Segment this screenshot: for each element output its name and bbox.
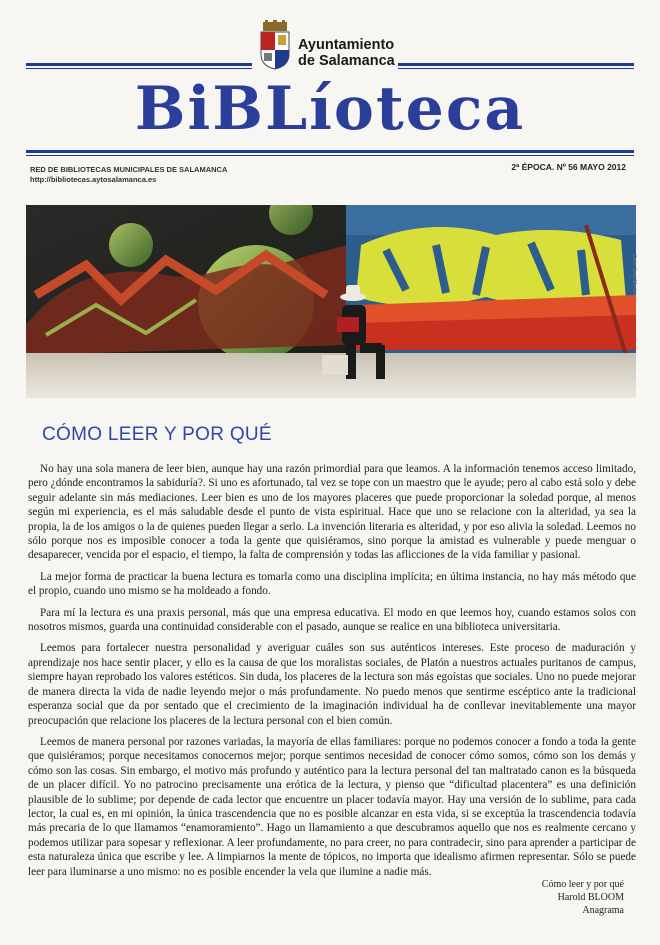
article-paragraph: No hay una sola manera de leer bien, aunque hay una razón primordial para que leamos. A la información tenemos acceso limitado, pero ¿dónde encontramos la sabiduría?. Si uno es afortunado, tal vez se tope con un maestro que le ayude; pero al cabo está solo y debe seguir adelante sin más mediaciones. Leer bien es uno de los mayores placeres que puede proporcionar la soledad porque, al menos según mi experiencia, es el más saludable desde el punto de vista espiritual. Hace que uno se relacione con la alteridad, ya sea la propia, la de los amigos o la de quienes pueden llegar a serlo. La invención literaria es alteridad, y por eso alivia la soledad. Leemos no sólo porque nos es imposible conocer a toda la gente que quisiéramos, sino porque la amistad es vulnerable y puede menguar o desaparecer, vencida por el espacio, el tiempo, la falta de comprensión y todas las aflicciones de la vida familiar y pasional. <box>28 463 636 562</box>
network-name: RED DE BIBLIOTECAS MUNICIPALES DE SALAMANCA <box>30 165 228 174</box>
cover-photo <box>26 205 636 398</box>
source-author: Harold BLOOM <box>557 892 624 903</box>
photo-credit: Foto: José Martín <box>631 255 637 294</box>
website-link[interactable]: http://bibliotecas.aytosalamanca.es <box>30 175 157 184</box>
article-title: CÓMO LEER Y POR QUÉ <box>42 424 272 445</box>
source-publisher: Anagrama <box>582 905 624 916</box>
issue-info: 2ª ÉPOCA. Nº 56 MAYO 2012 <box>511 162 626 172</box>
article-paragraph: La mejor forma de practicar la buena lectura es tomarla como una disciplina implícita; en última instancia, no hay más método que el propio, cuando uno mismo se ha moldeado a fondo. <box>28 570 636 598</box>
article-body <box>28 462 636 886</box>
institution-line2: de Salamanca <box>298 53 395 69</box>
masthead-rule-thin <box>26 155 634 156</box>
institution-line1: Ayuntamiento <box>298 37 395 53</box>
header-rule-right-thin <box>398 68 634 69</box>
institution-name <box>298 37 395 69</box>
article-paragraph: Leemos para fortalecer nuestra personalidad y averiguar cuáles son sus auténticos intereses. Este proceso de maduración y aprendizaje nos hace sentir placer, y ello es la causa de que los moralistas sociales, de Platón a nuestros actuales puritanos de campus, siempre hayan reprobado los valores estéticos. Sin duda, los placeres de la lectura son más egoístas que sociales. Uno no puede mejorar de manera directa la vida de nadie leyendo mejor o más profundamente. No puedo menos que sentirme escéptico ante la tradicional esperanza social que da por sentado que el crecimiento de la imaginación individual ha de conllevar inevitablemente una mayor preocupación que relacione los placeres de la lectura personal con el bien común. <box>28 642 636 727</box>
header-rule-left <box>26 63 252 66</box>
header-rule-right <box>398 63 634 66</box>
library-network-info <box>30 165 227 185</box>
source-title: Cómo leer y por qué <box>541 879 624 890</box>
header-rule-left-thin <box>26 68 252 69</box>
article-paragraph: Para mí la lectura es una praxis personal, más que una empresa educativa. El modo en que leemos hoy, cuando estamos solos con nosotros mismos, guarda una continuidad considerable con el pasado, aunque se realice en una biblioteca universitaria. <box>28 606 636 634</box>
coat-of-arms-logo <box>258 20 292 70</box>
masthead-title: BiBLíoteca <box>134 74 526 144</box>
source-citation <box>542 878 624 917</box>
article-paragraph: Leemos de manera personal por razones variadas, la mayoría de ellas familiares: porque no podemos conocer a fondo a toda la gente que quisiéramos; porque necesitamos conocernos mejor; porque sentimos necesidad de conocer cómo somos, cómo son los demás y cómo son las cosas. Sin embargo, el motivo más profundo y auténtico para la lectura personal del tan maltratado canon es la búsqueda de un placer difícil. Yo no patrocino precisamente una erótica de la lectura, y pienso que “dificultad placentera” es una definición plausible de lo sublime; por depende de cada lector que encuentre un placer todavía mayor. Hay una versión de lo sublime, para cada lector, la cual es, en mi opinión, la única trascendencia que no es posible alcanzar en esta vida, si se exceptúa la trascendencia todavía más precaria de lo que llamamos “enamoramiento”. Hago un llamamiento a que descubramos aquello que nos es realmente cercano y podemos utilizar para sopesar y reflexionar. A leer profundamente, no para creer, no para contradecir, sino para aprender a participar de esta naturaleza única que escribe y lee. A limpiarnos la mente de tópicos, no importa que idealismo afirmen representar. Sólo se puede leer para iluminarse a uno mismo: no es posible encender la vela que ilumine a nadie más. <box>28 735 636 878</box>
masthead-rule <box>26 150 634 153</box>
